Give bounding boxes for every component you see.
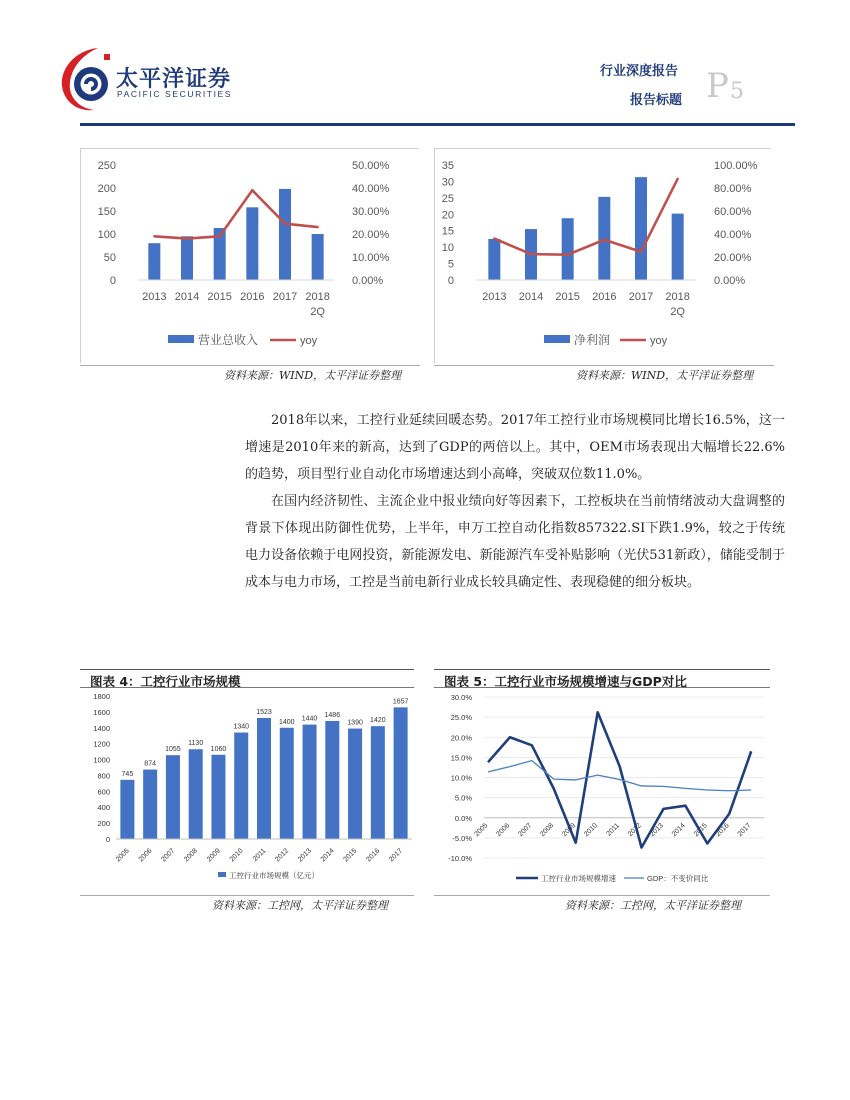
right-axis-tick-label: 0.00%	[352, 275, 384, 287]
y-axis-tick-label: 1000	[93, 755, 110, 765]
x-axis-tick-label: 2013	[482, 291, 507, 303]
x-axis-tick-label: 2016	[592, 291, 617, 303]
x-axis-tick-label: 2017	[388, 847, 405, 864]
market-size-bar	[348, 729, 362, 839]
yoy-line	[494, 179, 677, 255]
chart4-title: 图表 4：工控行业市场规模	[90, 674, 241, 689]
left-axis-tick-label: 30	[441, 176, 454, 189]
legend-bar-label: 营业总收入	[198, 333, 259, 347]
paragraph-1: 2018年以来，工控行业延续回暖态势。2017年工控行业市场规模同比增长16.5%，这一增速是2010年来的新高，达到了GDP的两倍以上。其中，OEM市场表现出大幅增长22.6%的趋势，项目型行业自动化市场增速达到小高峰，突破双位数11.0%。	[245, 413, 785, 482]
right-axis-tick-label: 30.00%	[352, 206, 390, 218]
page-letter: P	[706, 66, 729, 106]
yoy-line	[154, 190, 317, 238]
y-axis-tick-label: 800	[97, 771, 110, 781]
y-axis-tick-label: 10.0%	[450, 773, 472, 783]
x-axis-tick-label: 2015	[555, 291, 580, 303]
x-axis-tick-label: 2014	[319, 847, 336, 864]
x-axis-tick-label: 2014	[174, 291, 200, 303]
legend-bar-swatch	[168, 335, 194, 343]
report-title: 报告标题	[630, 93, 683, 108]
market-size-bar	[257, 718, 271, 839]
data-bar	[279, 189, 291, 280]
market-size-value-label: 1390	[347, 719, 363, 727]
left-axis-tick-label: 10	[441, 242, 454, 255]
x-axis-tick-label: 2014	[518, 291, 544, 303]
x-axis-tick-label: 2017	[628, 291, 654, 303]
x-axis-tick-label: 2012	[626, 822, 643, 839]
y-axis-tick-label: 20.0%	[450, 733, 472, 743]
left-axis-tick-label: 35	[441, 160, 454, 172]
x-axis-tick-label: 2005	[473, 822, 490, 839]
legend-label: 工控行业市场规模（亿元）	[229, 871, 319, 880]
chart2-source-rule	[434, 365, 774, 366]
left-axis-tick-label: 150	[97, 206, 116, 218]
y-axis-tick-label: -5.0%	[452, 833, 472, 843]
yoy-point	[566, 254, 568, 256]
brand-name-cn: 太平洋证券	[116, 67, 232, 92]
x-axis-tick-label: 2015	[207, 291, 232, 303]
y-axis-tick-label: 1800	[93, 692, 110, 701]
x-axis-tick-label: 2009	[205, 847, 222, 864]
market-size-bar	[143, 770, 157, 839]
x-axis-tick-label: 2009	[561, 822, 578, 839]
y-axis-tick-label: -10.0%	[448, 854, 472, 863]
y-axis-tick-label: 200	[97, 819, 110, 829]
x-axis-tick-label: 2007	[517, 822, 534, 839]
chart4-top-rule	[80, 669, 414, 670]
market-size-bar	[166, 755, 180, 839]
pacific-securities-logo-icon	[58, 44, 116, 114]
market-size-value-label: 745	[121, 770, 134, 778]
header-rule	[80, 123, 795, 126]
yoy-point	[218, 235, 220, 237]
yoy-point	[640, 251, 642, 253]
brand-name-en: PACIFIC SECURITIES	[117, 89, 233, 99]
right-axis-tick-label: 50.00%	[352, 160, 390, 172]
y-axis-tick-label: 0.0%	[454, 813, 472, 823]
data-bar	[562, 218, 574, 280]
legend-bar-swatch	[544, 335, 570, 343]
left-axis-tick-label: 200	[97, 183, 116, 195]
net-profit-chart	[434, 150, 774, 362]
x-axis-tick-label: 2006	[137, 847, 154, 864]
x-axis-tick-label: 2016	[240, 291, 265, 303]
x-axis-tick-label: 2006	[495, 822, 512, 839]
y-axis-tick-label: 1600	[93, 707, 110, 717]
y-axis-tick-label: 1400	[93, 723, 110, 733]
page-number: 5	[730, 79, 744, 104]
right-axis-tick-label: 0.00%	[714, 275, 746, 287]
yoy-point	[493, 237, 495, 239]
legend-line-label: yoy	[300, 335, 318, 347]
yoy-point	[251, 189, 253, 191]
right-axis-tick-label: 20.00%	[714, 252, 752, 264]
yoy-point	[186, 237, 188, 239]
chart4-source: 资料来源：工控网，太平洋证券整理	[212, 899, 388, 912]
market-size-bar	[394, 707, 408, 839]
left-axis-tick-label: 0	[447, 275, 454, 287]
y-axis-tick-label: 1200	[93, 739, 110, 749]
right-axis-tick-label: 100.00%	[714, 160, 758, 172]
right-axis-tick-label: 80.00%	[714, 183, 752, 195]
x-axis-tick-label: 2016	[714, 822, 731, 839]
market-size-value-label: 1657	[392, 698, 409, 706]
right-axis-tick-label: 40.00%	[714, 229, 752, 241]
left-axis-tick-label: 5	[447, 258, 454, 271]
x-axis-tick-label: 2010	[228, 847, 245, 864]
x-axis-tick-label: 2010	[583, 822, 600, 839]
growth-vs-gdp-chart	[434, 688, 770, 894]
revenue-chart	[80, 150, 420, 362]
x-axis-tick-label: 2015	[342, 847, 359, 864]
left-axis-tick-label: 0	[109, 275, 116, 287]
yoy-point	[284, 222, 286, 224]
y-axis-tick-label: 25.0%	[450, 713, 472, 723]
left-axis-tick-label: 100	[97, 229, 116, 241]
y-axis-tick-label: 5.0%	[454, 793, 472, 803]
chart5-source: 资料来源：工控网，太平洋证券整理	[565, 899, 741, 912]
market-size-value-label: 1060	[210, 745, 227, 753]
chart5-source-rule	[434, 895, 770, 896]
data-bar	[312, 234, 324, 280]
market-size-bar	[234, 733, 248, 839]
market-size-chart	[80, 688, 414, 894]
yoy-point	[603, 239, 605, 241]
market-size-value-label: 1400	[278, 718, 295, 726]
x-axis-tick-label: 2018	[305, 291, 330, 303]
market-size-value-label: 1440	[301, 715, 318, 723]
market-size-value-label: 874	[144, 760, 156, 768]
market-size-bar	[211, 755, 225, 839]
body-text	[245, 407, 785, 596]
chart5-title: 图表 5：工控行业市场规模增速与GDP对比	[444, 674, 687, 689]
paragraph-2: 在国内经济韧性、主流企业中报业绩向好等因素下，工控板块在当前情绪波动大盘调整的背景下体现出防御性优势，上半年，申万工控自动化指数857322.SI下跌1.9%，较之于传统电力设备依赖于电网投资，新能源发电、新能源汽车受补贴影响（光伏531新政），储能受制于成本与电力市场，工控是当前电新行业成长较具确定性、表现稳健的细分板块。	[245, 494, 785, 590]
legend-swatch	[218, 872, 226, 877]
market-size-value-label: 1523	[256, 709, 272, 717]
right-axis-tick-label: 60.00%	[714, 206, 752, 218]
y-axis-tick-label: 400	[97, 803, 110, 813]
chart4-source-rule	[80, 895, 414, 896]
yoy-point	[316, 226, 318, 228]
y-axis-tick-label: 30.0%	[450, 693, 472, 702]
data-bar	[635, 177, 647, 280]
x-axis-tick-label: 2Q	[670, 306, 686, 318]
x-axis-tick-label: 2017	[736, 822, 753, 839]
x-axis-tick-label: 2018	[665, 291, 690, 303]
legend-bar-label: 净利润	[574, 333, 611, 347]
data-bar	[598, 197, 610, 280]
market-size-value-label: 1130	[188, 740, 204, 748]
left-axis-tick-label: 250	[97, 160, 116, 172]
left-axis-tick-label: 15	[441, 225, 454, 238]
chart1-source-rule	[80, 365, 420, 366]
data-bar	[181, 236, 193, 280]
left-axis-tick-label: 25	[441, 192, 454, 205]
y-axis-tick-label: 0	[105, 835, 110, 844]
yoy-point	[676, 178, 678, 180]
market-size-bar	[280, 728, 294, 839]
left-axis-tick-label: 20	[441, 209, 454, 222]
x-axis-tick-label: 2008	[539, 822, 556, 839]
y-axis-tick-label: 15.0%	[450, 753, 472, 763]
market-size-bar	[189, 749, 203, 839]
market-size-bar	[120, 780, 134, 839]
x-axis-tick-label: 2007	[160, 847, 177, 864]
data-bar	[246, 207, 258, 280]
right-axis-tick-label: 10.00%	[352, 252, 390, 264]
x-axis-tick-label: 2005	[114, 847, 131, 864]
market-size-bar	[303, 725, 317, 839]
chart5-top-rule	[434, 669, 770, 670]
market-size-bar	[325, 721, 339, 839]
x-axis-tick-label: 2015	[692, 822, 709, 839]
chart2-source: 资料来源：WIND，太平洋证券整理	[576, 369, 754, 382]
legend-gdp-label: GDP：不变价同比	[647, 874, 709, 883]
report-type: 行业深度报告	[600, 64, 679, 79]
x-axis-tick-label: 2011	[251, 847, 268, 864]
yoy-point	[153, 235, 155, 237]
market-size-value-label: 1486	[324, 711, 341, 719]
x-axis-tick-label: 2012	[274, 847, 291, 864]
x-axis-tick-label: 2008	[183, 847, 200, 864]
x-axis-tick-label: 2017	[272, 291, 298, 303]
data-bar	[488, 239, 500, 280]
legend-line-label: yoy	[650, 335, 668, 347]
left-axis-tick-label: 50	[103, 252, 116, 264]
market-size-value-label: 1055	[165, 746, 181, 754]
data-bar	[148, 243, 160, 280]
market-size-value-label: 1340	[233, 723, 250, 731]
yoy-point	[530, 253, 532, 255]
x-axis-tick-label: 2016	[365, 847, 382, 864]
chart1-source: 资料来源：WIND，太平洋证券整理	[224, 369, 402, 382]
right-axis-tick-label: 20.00%	[352, 229, 390, 241]
x-axis-tick-label: 2Q	[310, 306, 326, 318]
data-bar	[672, 214, 684, 280]
market-size-value-label: 1420	[370, 717, 386, 725]
right-axis-tick-label: 40.00%	[352, 183, 390, 195]
legend-growth-label: 工控行业市场规模增速	[541, 874, 616, 883]
x-axis-tick-label: 2011	[605, 822, 622, 838]
y-axis-tick-label: 600	[97, 787, 110, 797]
market-size-bar	[371, 726, 385, 839]
x-axis-tick-label: 2014	[670, 822, 687, 839]
x-axis-tick-label: 2013	[648, 822, 665, 839]
x-axis-tick-label: 2013	[296, 847, 313, 864]
x-axis-tick-label: 2013	[142, 291, 167, 303]
